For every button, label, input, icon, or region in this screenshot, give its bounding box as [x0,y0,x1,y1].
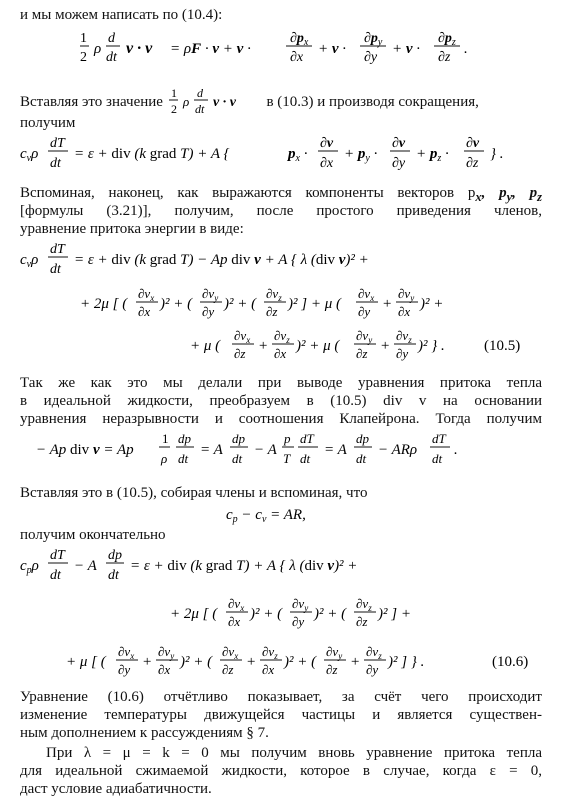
text-line: Уравнение (10.6) отчётливо показывает, за счёт чего происходит [20,689,542,705]
svg-text:)² } .: )² } . [418,338,445,354]
svg-text:2: 2 [170,102,177,116]
svg-text:∂x: ∂x [274,346,287,361]
svg-text:)² + (: )² + ( [180,654,213,670]
svg-text:= A: = A [324,442,347,458]
svg-text:)² + (: )² + ( [160,296,193,312]
svg-text:} .: } . [490,146,504,162]
svg-text:cvρ: $c_v\rho$ [20,252,39,270]
svg-text:+: + [246,654,257,670]
equation-2 [20,134,540,176]
svg-text:∂z: ∂z [234,346,246,361]
svg-text:dt: dt [194,102,205,116]
svg-text:dT: dT [50,548,65,563]
svg-text:)² + (: )² + ( [224,296,257,312]
svg-text:− ARρ: − ARρ [378,442,418,458]
text-line: При λ = μ = k = 0 мы получим вновь уравнение притока тепла [46,745,542,761]
text-line: Вспоминая, наконец, как выражаются компоненты векторов $p_x$, $p_y$, $p_z$ [20,185,543,204]
svg-text:∂y: ∂y [392,156,406,171]
svg-text:)² + (: )² + ( [284,654,317,670]
svg-text:.: . [454,442,458,458]
svg-text:+: + [380,338,391,354]
svg-text:p: p [284,431,291,446]
svg-text:dt: dt [50,568,61,583]
svg-text:∂vz: $\partial v_z$ [266,286,282,303]
svg-text:∂y: ∂y [358,304,371,319]
svg-text:dT: dT [432,431,446,446]
svg-text:∂vx: $\partial v_x$ [118,644,135,661]
svg-text:+ 2μ [ (: + 2μ [ ( [170,606,218,622]
svg-text:∂vz: $\partial v_z$ [356,596,372,613]
svg-text:dt: dt [106,50,117,65]
svg-text:∂z: ∂z [326,662,338,677]
svg-text:∂px: $\partial p_x$ [290,31,309,48]
svg-text:dt: dt [108,568,119,583]
svg-text:∂z: ∂z [438,50,451,65]
text-line: уравнения неразрывности и соотношения Клапейрона. Тогда получим [20,411,542,427]
equation-6 [20,546,550,682]
svg-text:+ μ [ (: + μ [ ( [66,654,106,670]
svg-text:∂x: ∂x [290,50,304,65]
text-line: Вставляя это в (10.5), собирая члены и вспоминая, что [20,485,368,501]
svg-text:∂y: ∂y [364,50,378,65]
svg-text:dp: dp [178,431,191,446]
svg-text:.: . [464,41,468,57]
svg-text:∂y: ∂y [292,614,305,629]
svg-text:∂vz: $\partial v_z$ [366,644,382,661]
svg-text:px ·: $p_x$ · [288,146,308,164]
svg-text:dt: dt [178,451,189,466]
svg-text:ρ: ρ [161,451,168,466]
svg-text:∂z: ∂z [356,346,368,361]
svg-text:v · v: v · v [212,95,236,110]
svg-text:∂vz: $\partial v_z$ [274,328,290,345]
svg-text:dt: dt [432,451,443,466]
equation-1 [80,28,520,72]
svg-text:+ v ·: + v · [318,41,347,57]
svg-text:+: + [142,654,153,670]
svg-text:ρ: ρ [182,94,189,109]
svg-text:cvρ: $c_v\rho$ [20,146,39,164]
svg-text:∂v: ∂v [392,136,406,151]
svg-text:cp − cv = AR,: $c_p - c_v$ = AR, [226,507,306,525]
svg-text:dt: dt [300,451,311,466]
svg-text:dT: dT [300,431,314,446]
text-line: для идеальной сжимаемой жидкости, которое в случае, когда ε = 0, [20,763,542,779]
svg-text:)² + (: )² + ( [250,606,283,622]
svg-text:+: + [350,654,361,670]
svg-text:∂vy: $\partial v_y$ [292,596,309,613]
text-line: уравнение притока энергии в виде: [20,221,244,237]
svg-text:+ pz ·: + $p_z$ · [416,146,449,164]
svg-text:d: d [196,86,203,100]
text-line: и мы можем написать по (10.4): [20,7,223,23]
text-line: Так же как это мы делали при выводе уравнения притока тепла [20,375,542,391]
text-line: [формулы (3.21)], получим, после простого приведения членов, [20,203,542,219]
svg-text:= ε + div (k grad T) + A {: = ε + div (k grad T) + A { [74,146,230,162]
svg-text:∂v: ∂v [320,136,334,151]
svg-text:T: T [283,451,291,466]
svg-text:∂z: ∂z [266,304,278,319]
svg-text:)² + μ (: )² + μ ( [296,338,340,354]
svg-text:∂x: ∂x [320,156,334,171]
svg-text:= ε + div (k grad T) + A { λ (: = ε + div (k grad T) + A { λ (div v)² + [130,558,358,574]
text-line: изменение температуры движущейся частицы и является существен- [20,707,542,723]
svg-text:+ 2μ [ (: + 2μ [ ( [80,296,128,312]
svg-text:∂py: $\partial p_y$ [364,31,383,48]
svg-text:+ py ·: + $p_y$ · [344,146,378,164]
svg-text:ρ: ρ [94,41,102,57]
svg-text:+: + [258,338,269,354]
equation-4 [36,430,536,472]
svg-text:= ρF · v + v ·: = ρF · v + v · [170,41,251,57]
svg-text:− A: − A [74,558,97,574]
svg-text:)² +: )² + [420,296,444,312]
svg-text:∂vy: $\partial v_y$ [326,644,343,661]
svg-text:∂z: ∂z [356,614,368,629]
svg-text:)² ] + μ (: )² ] + μ ( [288,296,341,312]
svg-text:dt: dt [50,262,61,277]
equation-number: (10.6) [492,654,529,670]
svg-text:− A: − A [254,442,277,458]
text-line: получим окончательно [20,527,166,543]
svg-text:− Ap div v = Ap: − Ap div v = Ap [36,442,134,458]
equation-5 [226,502,366,526]
svg-text:+ v ·: + v · [392,41,421,57]
svg-text:∂y: ∂y [396,346,409,361]
svg-text:)² ] +: )² ] + [378,606,411,622]
svg-text:∂vy: $\partial v_y$ [398,286,415,303]
svg-text:∂pz: $\partial p_z$ [438,31,456,48]
svg-text:∂vz: $\partial v_z$ [396,328,412,345]
svg-text:∂vz: $\partial v_z$ [262,644,278,661]
svg-text:)² + (: )² + ( [314,606,347,622]
svg-text:cpρ: $c_p\rho$ [20,558,39,576]
svg-text:dt: dt [50,156,61,171]
svg-text:∂x: ∂x [228,614,241,629]
svg-text:∂v: ∂v [466,136,480,151]
equation-3 [20,240,550,364]
svg-text:∂vy: $\partial v_y$ [158,644,175,661]
svg-text:= A: = A [200,442,223,458]
svg-text:∂z: ∂z [222,662,234,677]
svg-text:dT: dT [50,242,65,257]
svg-text:dp: dp [356,431,369,446]
text-line: Вставляя это значение 1 2 ρ d dt v · v в (10.3) и производя сокращения, [20,86,479,116]
svg-text:2: 2 [80,50,87,65]
equation-number: (10.5) [484,338,521,354]
svg-text:+ μ (: + μ ( [190,338,221,354]
svg-text:∂x: ∂x [398,304,411,319]
svg-text:dT: dT [50,136,65,151]
svg-text:∂y: ∂y [366,662,379,677]
svg-text:∂vx: $\partial v_x$ [234,328,251,345]
svg-text:dt: dt [356,451,367,466]
svg-text:1: 1 [162,431,169,446]
inline-fraction [167,86,263,116]
svg-text:∂vy: $\partial v_y$ [202,286,219,303]
svg-text:∂x: ∂x [158,662,171,677]
svg-text:∂vx: $\partial v_x$ [358,286,375,303]
svg-text:= ε + div (k grad T) − Ap div: = ε + div (k grad T) − Ap div v + A { λ (div v)² + [74,252,369,268]
svg-text:dp: dp [232,431,245,446]
svg-text:∂vx: $\partial v_x$ [222,644,239,661]
svg-text:dt: dt [232,451,243,466]
svg-text:∂y: ∂y [202,304,215,319]
text-line: получим [20,115,76,131]
svg-text:∂z: ∂z [466,156,479,171]
svg-text:d: d [108,31,115,46]
svg-text:∂y: ∂y [118,662,131,677]
svg-text:∂vx: $\partial v_x$ [138,286,155,303]
text-line: в идеальной жидкости, преобразуем в (10.5) div v на основании [20,393,542,409]
svg-text:∂vy: $\partial v_y$ [356,328,373,345]
text-line: ным дополнением к рассуждениям § 7. [20,725,269,741]
svg-text:+: + [382,296,393,312]
svg-text:dp: dp [108,548,122,563]
svg-text:∂x: ∂x [262,662,275,677]
svg-text:1: 1 [170,86,177,100]
text-line: даст условие адиабатичности. [20,781,212,797]
svg-text:∂x: ∂x [138,304,151,319]
svg-text:1: 1 [80,31,87,46]
svg-text:)² ] } .: )² ] } . [388,654,425,670]
svg-text:∂vx: $\partial v_x$ [228,596,245,613]
svg-text:v · v: v · v [126,40,153,57]
